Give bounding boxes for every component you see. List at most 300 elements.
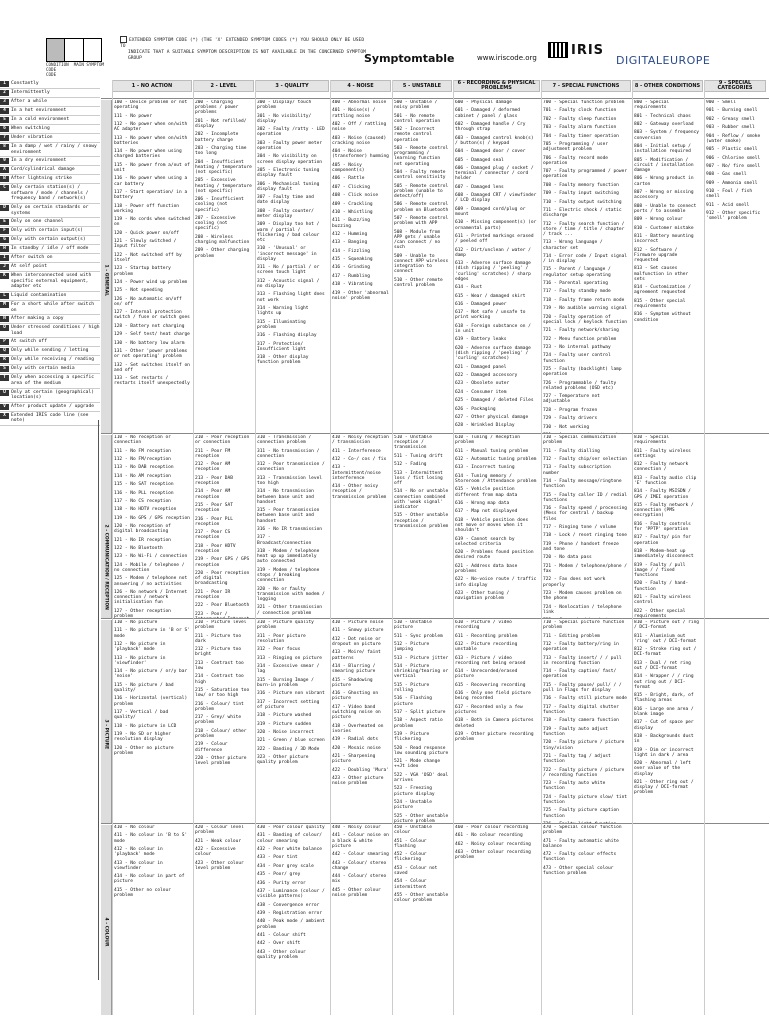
symptom-item: 315 - Poor transmission between base unit and handset xyxy=(257,508,320,524)
symptom-item: 524 - Unstable picture xyxy=(394,799,432,811)
symptom-item: 613 - Incorrect tuning xyxy=(455,465,515,471)
condition-text: After a while xyxy=(11,99,47,104)
symptom-item: 215 - Saturation too low/ or too high xyxy=(195,687,250,699)
symptom-item: 612 - Picture recording unstable xyxy=(455,641,518,653)
symptom-item: 208 - Wireless charging malfunction xyxy=(195,234,250,245)
symptom-item: 115 - No picture / bad quality/ xyxy=(114,682,174,693)
symptom-item: 436 - Purity error xyxy=(257,880,306,886)
symptom-item: 122 - No Bluetooth xyxy=(114,546,163,552)
symptom-item: 413 - No colour in viewfinder xyxy=(114,860,163,871)
symptom-item: 810 - Picture out / ring / DCI-format xyxy=(634,620,700,631)
condition-row xyxy=(0,263,100,272)
symptom-item: 716 - Faulty speed / processing (Mess for central / backup files xyxy=(543,506,627,522)
symptom-item: 411 - Interference xyxy=(332,448,381,454)
symptom-item: 812 - Faulty network connection / xyxy=(634,462,689,473)
symptom-item: 453 - Colour not saved xyxy=(394,865,438,876)
symptom-item: 420 - Colour level problem xyxy=(195,825,244,836)
symptom-item: 407 - Clicking xyxy=(332,184,370,190)
symptom-item: 319 - Picture sudden xyxy=(257,721,312,727)
condition-row xyxy=(0,403,100,412)
symptom-item: 806 - Wrong product in carton xyxy=(634,176,694,187)
symptom-item: 455 - Other unstable colour problem xyxy=(394,892,449,904)
symptom-item: 712 - Faulty battery/ring in operation xyxy=(543,641,619,653)
condition-text: Only certain station(s) / software / mode / channels / frequency band / network(s) xyxy=(11,185,89,202)
symptom-item: 411 - Snowy picture xyxy=(332,628,384,634)
symptom-item: 718 - Faulty frame return mode xyxy=(543,297,625,303)
note-line-2: INDICATE THAT A SUITABLE SYMPTOM DESCRIPTION IS NOT AVAILABLE IN THE CONCERNED SYMPTOM GROUP xyxy=(128,50,366,61)
symptom-item: 513 - Picture jitter xyxy=(394,655,449,661)
symptom-item: 422 - Excessive colour xyxy=(195,846,236,858)
condition-text: When interconnected used with specific external equipment, adapter etc xyxy=(11,273,92,290)
symptom-item: 618 - Foreign substance on / in unit xyxy=(455,323,531,335)
symptom-column xyxy=(394,620,450,823)
symptom-item: 730 - Not working xyxy=(543,424,590,430)
symptom-item: 621 - Address data base problems xyxy=(455,563,518,574)
symptom-item: 627 - Other physical damage xyxy=(455,415,529,420)
symptom-item: 114 - No power when using charged batteries xyxy=(114,149,182,160)
condition-code: 8 xyxy=(0,144,9,150)
symptom-item: 421 - Weak colour xyxy=(195,838,242,844)
condition-text: Only at certain (geographical) location(s) xyxy=(11,389,94,401)
condition-row xyxy=(0,89,100,98)
symptom-item: 815 - Faulty network / connection (PMS encryption) xyxy=(634,502,694,519)
condition-text: Extended IRIS code line (see note) xyxy=(11,412,89,424)
symptom-item: 442 - Over shift xyxy=(257,941,301,947)
symptom-item: 713 - Wrong language / character set xyxy=(543,240,603,251)
condition-row xyxy=(0,184,100,204)
symptom-item: 717 - Ringing tone / volume xyxy=(543,524,617,530)
symptom-item: 203 - Charging time too long xyxy=(195,145,247,157)
symptom-item: 119 - No cords when switched on xyxy=(114,217,190,228)
symptom-item: 437 - Luminance (colour / visible patterns) xyxy=(257,888,325,900)
symptom-item: 712 - Faulty chip/ser selection xyxy=(543,456,627,462)
condition-code: A xyxy=(0,167,9,173)
symptom-item: 117 - Start operation/ in a battery xyxy=(114,189,188,201)
symptom-item: 202 - Incomplete battery charge xyxy=(195,132,239,143)
symptom-column xyxy=(332,100,389,433)
symptom-item: 403 - Noise (caused) cracking noise xyxy=(332,135,387,146)
symptom-item: 516 - Flashing picture xyxy=(394,696,432,707)
symptom-item: 616 - Damaged power xyxy=(455,301,507,307)
symptom-item: 441 - Colour noise on a black & white picture xyxy=(332,833,389,849)
symptom-column xyxy=(394,100,450,433)
symptom-item: 118 - No picture in LCD xyxy=(114,723,177,729)
condition-text: Only with certain output(s) xyxy=(11,237,86,243)
symptom-item: 614 - Unrecorded/erased picture xyxy=(455,669,518,680)
condition-text: In a cold environment xyxy=(11,117,70,122)
symptom-item: 443 - Colour/ stereo change xyxy=(332,860,387,871)
symptom-item: 710 - Special picture function problem xyxy=(543,620,625,631)
symptom-item: 604 - Damaged door / cover xyxy=(455,149,526,155)
symptom-item: 470 - Special colour function problem xyxy=(543,825,622,836)
symptom-column xyxy=(543,620,629,823)
condition-row xyxy=(0,374,100,388)
symptom-item: 911 - Acid smell xyxy=(706,202,750,208)
symptom-item: 802 - Gateway overload xyxy=(634,121,694,127)
symptom-item: 719 - No audible warning signal xyxy=(543,306,627,312)
symptom-item: 813 - Dual / ret ring out / DCI-format xyxy=(634,660,691,671)
symptom-item: 132 - Set switches itself on and off xyxy=(114,362,190,373)
symptom-item: 620 - Adverse surface damage (dish ripping / 'peeling' / 'curling' scratches) xyxy=(455,345,531,362)
condition-text: In a hot environment xyxy=(11,108,67,113)
symptom-item: 432 - Poor white balance xyxy=(257,846,323,852)
symptom-item: 302 - Faulty /ratty - LED operation xyxy=(257,127,325,138)
symptom-item: 615 - Wear / damaged skirt xyxy=(455,293,526,299)
condition-row xyxy=(0,125,100,134)
symptom-item: 605 - Damaged seal xyxy=(455,157,504,163)
section-divider xyxy=(101,618,769,619)
symptom-item: 612 - Automatic tuning problem xyxy=(455,456,537,462)
symptom-item: 405 - Noisy component(s) xyxy=(332,162,365,173)
symptom-item: 206 - Insufficient cooling (not specific) xyxy=(195,197,244,213)
symptom-item: 611 - Manual tuning problem xyxy=(455,448,529,454)
symptom-item: 618 - Both in Camera pictures deleted xyxy=(455,718,534,729)
symptom-item: 114 - No AM reception xyxy=(114,473,171,479)
column-header: 5 - UNSTABLE xyxy=(392,80,452,92)
symptom-item: 613 - Adverse surface damage (dish ripping / 'peeling' / 'curling' scratches) / sharp edges xyxy=(455,261,531,282)
symptom-column xyxy=(543,825,629,1015)
symptom-item: 320 - No or faulty transmission with modem / logging xyxy=(257,586,325,602)
column-divider xyxy=(330,80,331,1015)
symptom-item: 123 - Startup battery problem xyxy=(114,266,171,277)
section-label: 3 - PICTURE xyxy=(103,719,109,749)
symptom-item: 805 - Modification / circuit / installation damage xyxy=(634,157,694,173)
symptom-item: 715 - Faulty caller ID / redial functions xyxy=(543,492,627,503)
symptom-item: 907 - No/ fire smell xyxy=(706,163,761,169)
symptom-item: 309 - Display too hot / warm / partial / flickering / bad colour etc xyxy=(257,222,320,243)
symptom-item: 616 - Only one field picture being recorded xyxy=(455,691,531,702)
symptom-column xyxy=(455,100,538,433)
symptom-item: 126 - No network / Internet connection / network initialisation fun xyxy=(114,590,188,606)
condition-row xyxy=(0,204,100,218)
symptom-item: 716 - Parental operating xyxy=(543,281,609,287)
symptom-column xyxy=(706,620,764,823)
symptom-item: 815 - Other special requirements xyxy=(634,298,686,309)
condition-row xyxy=(0,175,100,184)
symptom-item: 305 - Electronic tuning display fault xyxy=(257,167,320,179)
symptom-item: 610 - Tuning / Reception problem xyxy=(455,435,521,446)
symptom-item: 612 - Dirt/unclean / water / damp xyxy=(455,247,531,258)
symptom-item: 412 - Co-/ cos / fix xyxy=(332,456,387,462)
condition-code: P xyxy=(0,339,9,345)
symptom-item: 820 - Faulty / hand-function xyxy=(634,581,689,592)
symptom-item: 129 - Self test/ heat charge xyxy=(114,332,190,338)
symptom-item: 512 - Picture jumping xyxy=(394,641,430,653)
symptom-item: 813 - Faulty audio clip 'E' function xyxy=(634,475,697,486)
symptom-item: 127 - Internal protection switch / fuse or switch goes xyxy=(114,310,190,321)
symptom-item: 413 - Banging xyxy=(332,240,368,246)
symptom-item: 312 - Poor focus xyxy=(257,647,301,653)
symptom-item: 318 - Modem / telephone heat up up immediately auto connected xyxy=(257,548,320,565)
condition-row xyxy=(0,365,100,374)
symptom-item: 821 - Faulty wireless control xyxy=(634,594,691,606)
symptom-item: 617 - Not safe / unsafe to print working xyxy=(455,310,526,321)
symptom-item: 816 - Faulty controls for 'PPTP' operation xyxy=(634,521,691,532)
symptom-item: 322 - Banding / 3D Mode xyxy=(257,746,320,752)
symptom-item: 408 - Click noise xyxy=(332,193,379,199)
symptom-item: 523 - Freezing picture display xyxy=(394,786,435,797)
symptom-item: 818 - Modem-heat up immediately disconnect xyxy=(634,548,694,560)
symptom-item: 120 - Other no picture problem xyxy=(114,745,174,756)
symptom-item: 117 - Vertical / bad quality/ xyxy=(114,709,169,721)
symptom-item: 809 - Wrong colour xyxy=(634,217,683,223)
symptom-item: 622 - Damaged accessory xyxy=(455,373,518,379)
symptom-item: 311 - No / partial / or screen touch light xyxy=(257,265,320,276)
symptom-item: 821 - Other ring out / display / DCI-format problem xyxy=(634,779,694,796)
condition-code: 1 xyxy=(0,81,9,87)
symptom-item: 320 - Noise incorrect xyxy=(257,729,314,735)
symptom-item: 111 - No picture in 'B or S' mode xyxy=(114,628,190,639)
symptom-item: 811 - Aluminium out 'ring' out / DCI-format xyxy=(634,633,697,644)
condition-row xyxy=(0,98,100,107)
condition-text: Only when accessing a specific area of the medium xyxy=(11,375,94,386)
symptom-item: 522 - VGA 'OSD' deal arrives xyxy=(394,772,449,783)
iris-logo: IRIS xyxy=(548,42,604,58)
symptom-item: 440 - Noisy colour xyxy=(332,825,381,830)
symptom-item: 442 - Colour smearing xyxy=(332,852,389,858)
column-divider xyxy=(632,80,633,1015)
condition-code: 3 xyxy=(0,99,9,105)
condition-code: J xyxy=(0,264,9,270)
symptom-item: 216 - Colour/ tint problem xyxy=(195,701,244,712)
vertical-rule xyxy=(98,420,105,980)
symptom-item: 603 - Damaged control knob(s) / button(s) / keypad xyxy=(455,135,534,146)
symptom-item: 726 - Programmable / faulty related problems (OSD etc) xyxy=(543,380,617,391)
condition-code: M xyxy=(0,302,9,308)
condition-row xyxy=(0,338,100,347)
symptom-item: 720 - No data pass xyxy=(543,555,592,561)
condition-code: R xyxy=(0,357,9,363)
symptom-item: 205 - Excessive heating / temperature (not specific) xyxy=(195,178,252,194)
symptom-item: 120 - No reception of digital broadcasting xyxy=(114,524,171,535)
symptom-item: 200 - Charging problems / power problems xyxy=(195,100,239,116)
section-label: 1 - GENERAL xyxy=(103,264,109,296)
symptom-item: 707 - Faulty programmed / power operation xyxy=(543,169,627,180)
symptom-item: 721 - Faulty network/sharing xyxy=(543,328,619,334)
symptom-item: 419 - Radial dots xyxy=(332,737,379,743)
condition-text: When switching xyxy=(11,126,50,131)
condition-text: Only while sending / letting xyxy=(11,348,89,354)
symptom-item: 421 - Sharpening picture xyxy=(332,753,376,765)
website-url: www.iriscode.org xyxy=(477,54,537,62)
symptom-item: 409 - Crackling xyxy=(332,201,373,207)
symptom-item: 207 - Excessive cooling (not specific) xyxy=(195,215,236,232)
symptom-item: 454 - Colour intermittent xyxy=(394,879,427,890)
symptom-item: 123 - No Wi-Fi / connection xyxy=(114,554,188,560)
condition-row xyxy=(0,236,100,245)
symptom-item: 902 - Greasy smell xyxy=(706,116,755,122)
symptom-item: 619 - Battery leaks xyxy=(455,337,507,343)
symptom-item: 618 - Vehicle position does not move or moves when it shouldn't xyxy=(455,517,529,534)
symptom-item: 728 - Program frozen xyxy=(543,407,598,413)
symptom-item: 450 - Unstable colour xyxy=(394,825,432,836)
symptom-item: 508 - Module from APP gets / unable /can connect / no such xyxy=(394,229,441,251)
condition-text: Only with certain input(s) xyxy=(11,228,83,234)
condition-row xyxy=(0,80,100,89)
symptom-item: 122 - Not switched off by itself xyxy=(114,252,182,263)
symptom-item: 417 - Video band switching noise on picture xyxy=(332,704,381,721)
symptom-item: 818 - Backgrounds dust in xyxy=(634,733,694,745)
symptom-item: 620 - Problems found position desired route xyxy=(455,550,534,561)
symptom-item: 610 - Picture / video recording xyxy=(455,620,512,631)
symptom-item: 709 - Faulty input switching xyxy=(543,191,619,197)
condition-text: In a dry environment xyxy=(11,158,67,164)
symptom-item: 314 - Warning light lights up xyxy=(257,305,309,317)
symptom-item: 411 - No colour in 'B to S' mode xyxy=(114,833,188,844)
symptom-item: 710 - Special communication problem xyxy=(543,435,617,446)
symptom-item: 500 - Unstable / noisy problem xyxy=(394,100,438,111)
condition-text: After making a copy xyxy=(11,316,64,322)
symptom-item: 712 - Faulty search function / store / time / title / chapter / track ... xyxy=(543,221,625,237)
symptom-column xyxy=(332,825,389,1015)
symptom-item: 713 - Faulty subscription number xyxy=(543,465,611,476)
symptom-item: 130 - No battery low alarm xyxy=(114,340,185,346)
symptom-item: 471 - Faulty automatic white balance xyxy=(543,838,619,849)
symptom-item: 412 - Humming xyxy=(332,231,368,237)
symptom-item: 808 - Unable to connect ports / to assemble xyxy=(634,203,697,214)
condition-code: I xyxy=(0,255,9,261)
symptom-item: 321 - Other transmission / connection problem xyxy=(257,605,323,616)
symptom-item: 903 - Rubber smell xyxy=(706,125,755,131)
symptom-item: 801 - Technical chaos xyxy=(634,113,691,119)
symptom-item: 511 - Sync problem xyxy=(394,633,443,639)
symptom-item: 219 - Poor GPS / GPS reception xyxy=(195,557,250,568)
symptom-item: 213 - Poor DAB reception xyxy=(195,475,233,486)
symptom-item: 422 - Doubling 'Mura' xyxy=(332,767,389,773)
symptom-item: 724 - Faulty user control function xyxy=(543,353,611,364)
section-divider xyxy=(101,433,769,434)
symptom-column xyxy=(332,620,389,823)
condition-code: 4 xyxy=(0,108,9,114)
symptom-item: 314 - No transmission between base unit and handset xyxy=(257,489,314,505)
column-divider xyxy=(255,80,256,1015)
symptom-item: 608 - Damaged CRT / viewfinder / LCD display xyxy=(455,193,537,204)
symptom-item: 301 - No visibility/ display xyxy=(257,113,312,124)
symptom-item: 311 - Poor picture resolution xyxy=(257,633,306,644)
symptom-item: 518 - Aspect ratio problem xyxy=(394,718,443,729)
symptom-item: 621 - Damaged panel xyxy=(455,364,507,370)
condition-row xyxy=(0,324,100,338)
symptom-item: 119 - No SD or higher resolution display xyxy=(114,731,171,743)
symptom-item: 814 - Customization / agreement requested xyxy=(634,285,691,296)
symptom-item: 451 - Colour flashing xyxy=(394,838,427,849)
symptom-item: 623 - Obsolete outer xyxy=(455,381,510,387)
symptom-item: 904 - Reflow / smoke (water smoke) xyxy=(706,133,761,144)
symptom-item: 703 - Faulty alarm function xyxy=(543,125,617,131)
symptom-item: 510 - Unstable reception / transmission xyxy=(394,435,432,451)
symptom-item: 725 - Faulty picture caption function xyxy=(543,808,619,819)
symptom-item: 438 - Convergence error xyxy=(257,902,320,908)
symptom-item: 722 - Fax does not work properly xyxy=(543,577,606,588)
symptom-item: 120 - Quick power on/off xyxy=(114,230,180,236)
symptom-item: 220 - Poor reception of digital broadcasting xyxy=(195,570,250,587)
condition-row xyxy=(0,315,100,324)
condition-code: 2 xyxy=(0,90,9,96)
symptom-column xyxy=(195,100,252,433)
symptom-item: 514 - Picture shrinking/tearing or vertical xyxy=(394,663,449,680)
condition-text: After product update / upgrade xyxy=(11,403,94,409)
condition-row xyxy=(0,134,100,143)
condition-text: Constantly xyxy=(11,81,39,86)
symptom-item: 512 - Fading xyxy=(394,462,427,468)
symptom-item: 110 - No picture xyxy=(114,620,158,625)
symptom-item: 517 - Split picture xyxy=(394,709,446,715)
symptom-item: 816 - Symptom without condition xyxy=(634,312,691,323)
symptom-item: 124 - Power wind up problem xyxy=(114,279,188,285)
symptom-column xyxy=(455,620,538,823)
column-header: 8 - OTHER CONDITIONS xyxy=(632,80,703,92)
section-label: 2 - COMMUNICATION / RECEPTION xyxy=(103,524,109,610)
symptom-item: 708 - Faulty memory function xyxy=(543,182,619,188)
symptom-item: 314 - Excessive smear / lag xyxy=(257,663,320,675)
condition-code: F xyxy=(0,228,9,234)
symptom-item: 811 - Battery mounting incorrect xyxy=(634,233,694,245)
symptom-item: 820 - Abnormal / left over value of the display xyxy=(634,761,691,777)
symptom-item: 315 - Burning Image / burn-in problem xyxy=(257,677,314,688)
symptom-item: 501 - No remote control operation xyxy=(394,113,441,124)
condition-code: U xyxy=(0,390,9,396)
symptom-item: 600 - Physical damage xyxy=(455,100,512,105)
symptom-item: 723 - No internal pathway xyxy=(543,345,611,351)
symptom-item: 413 - Intermittent/noise interference xyxy=(332,465,381,481)
condition-code-legend xyxy=(46,62,116,77)
symptom-item: 812 - Stroke ring out / DCI-format xyxy=(634,647,697,658)
condition-code: C xyxy=(0,185,9,191)
symptom-item: 310 - Picture quality problem xyxy=(257,620,314,631)
symptom-item: 624 - Consumer item xyxy=(455,389,507,395)
symptom-item: 811 - Faulty wireless settings xyxy=(634,448,691,459)
symptom-item: 304 - No visibility on screen display operation xyxy=(257,154,323,165)
condition-code: 6 xyxy=(0,126,9,132)
symptom-item: 515 - Other unstable reception / transmission problem xyxy=(394,513,449,529)
symptom-item: 721 - Faulty tag / adjust function xyxy=(543,753,611,765)
symptom-item: 817 - Cut of space per display xyxy=(634,720,694,731)
symptom-item: 126 - No automatic on/off on/ off xyxy=(114,296,182,307)
symptom-item: 216 - Poor PLL reception xyxy=(195,516,233,527)
symptom-item: 211 - Picture too dark xyxy=(195,633,242,644)
condition-row xyxy=(0,347,100,356)
symptom-item: 711 - Editing problem xyxy=(543,633,600,639)
symptom-item: 710 - Faulty output switching xyxy=(543,199,622,205)
symptom-item: 622 - No-voice route / traffic info display xyxy=(455,577,537,588)
symptom-item: 415 - Other no colour problem xyxy=(114,887,171,898)
symptom-item: 901 - Burning smell xyxy=(706,108,758,114)
condition-text: In a damp / wet / rainy / snowy environment xyxy=(11,144,97,155)
symptom-item: 812 - Software / Firmware upgrade requested xyxy=(634,247,678,263)
symptom-item: 906 - Chlorine smell xyxy=(706,155,761,161)
symptom-item: 221 - Poor IR reception xyxy=(195,589,231,600)
symptom-item: 433 - Poor tint xyxy=(257,855,298,861)
symptom-item: 613 - Picture / video recording not being erased xyxy=(455,655,526,666)
symptom-item: 503 - Remote control programming / learning function not operating xyxy=(394,145,449,167)
symptom-item: 463 - Other colour recording problem xyxy=(455,850,531,861)
symptom-column xyxy=(706,435,764,618)
symptom-item: 615 - Recovering recording xyxy=(455,682,526,688)
condition-text: At self point xyxy=(11,264,47,270)
symptom-item: 611 - Printed markings erased / peeled off xyxy=(455,233,534,245)
symptom-item: 319 - Modem / telephone stops / breaking connection xyxy=(257,567,320,584)
symptom-item: 212 - Poor AM reception xyxy=(195,462,231,473)
symptom-item: 628 - Wrinkled Display xyxy=(455,423,515,429)
symptom-item: 303 - Faulty power meter operation xyxy=(257,140,323,151)
symptom-item: 210 - Poor reception or connection xyxy=(195,435,250,446)
symptom-column xyxy=(455,825,538,1015)
symptom-item: 617 - Recorded only a few pictures xyxy=(455,704,523,715)
condition-row xyxy=(0,356,100,365)
symptom-column xyxy=(195,620,252,823)
symptom-item: 505 - Remote control problem (unable to detect/off) xyxy=(394,183,449,199)
symptom-item: 435 - Poor/ grey xyxy=(257,872,301,878)
